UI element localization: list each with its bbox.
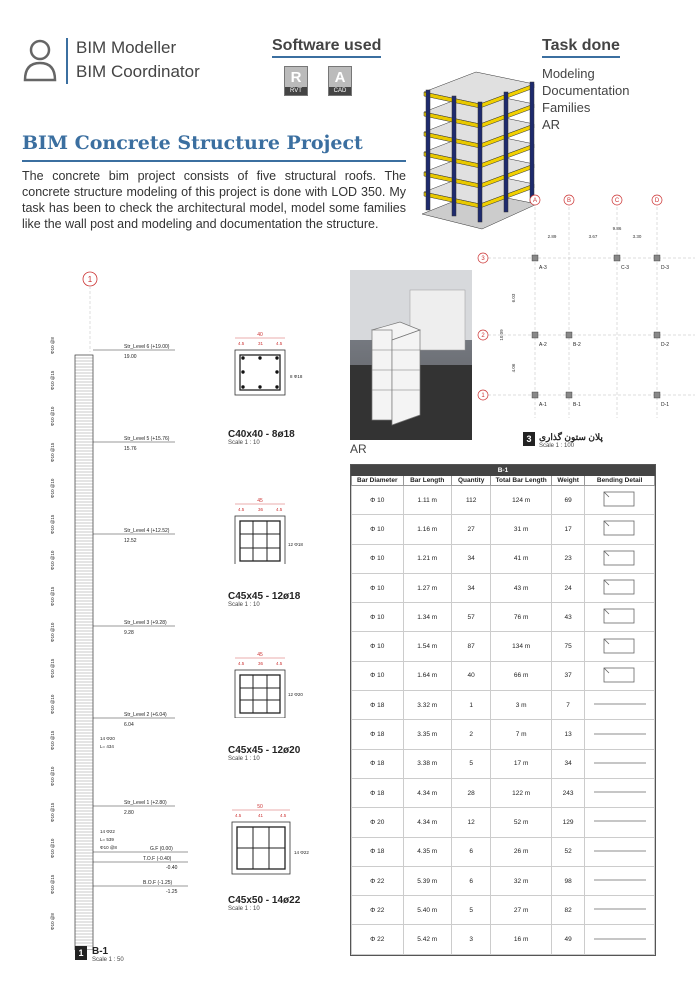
schedule-row: [352, 778, 655, 807]
role-list: [76, 36, 200, 84]
plan-col-dim: 2.89: [547, 234, 557, 239]
schedule-cell: Φ 10: [352, 486, 404, 515]
bending-detail-sketch: [585, 515, 655, 544]
level-name: Str_Level 4 (+12.52): [124, 528, 170, 534]
section-title: C45x45 - 12ø18: [228, 591, 301, 602]
schedule-cell: 6: [451, 866, 490, 895]
schedule-row: [352, 925, 655, 954]
schedule-cell: 112: [451, 486, 490, 515]
building-column: [452, 96, 456, 216]
schedule-cell: 3.38 m: [403, 749, 451, 778]
level-name: Str_Level 5 (+15.76): [124, 436, 170, 442]
schedule-cell: 16 m: [491, 925, 552, 954]
schedule-cell: 31 m: [491, 515, 552, 544]
level-name: Str_Level 2 (+6.04): [124, 712, 167, 718]
level-name: Str_Level 1 (+2.80): [124, 800, 167, 806]
plan-scale: Scale 1 : 100: [539, 443, 575, 449]
column-elevation: [40, 270, 200, 950]
schedule-cell: Φ 18: [352, 691, 404, 720]
stirrup-spacing-label: Φ10 @15: [50, 586, 55, 606]
elevation-note: Φ10 @8: [100, 845, 117, 850]
schedule-cell: 17: [551, 515, 584, 544]
elevation-grid-label: 1: [87, 275, 93, 284]
schedule-cell: 3: [451, 925, 490, 954]
schedule-row: [352, 661, 655, 690]
schedule-cell: Φ 10: [352, 603, 404, 632]
bending-detail-sketch: [585, 486, 655, 515]
schedule-row: [352, 866, 655, 895]
schedule-cell: Φ 18: [352, 720, 404, 749]
schedule-cell: 26 m: [491, 837, 552, 866]
schedule-row: [352, 837, 655, 866]
plan-grid-row: 2: [481, 333, 485, 339]
schedule-cell: 124 m: [491, 486, 552, 515]
elevation-title: B-1: [92, 946, 109, 957]
autocad-icon: A CAD: [328, 66, 352, 96]
schedule-cell: Φ 18: [352, 749, 404, 778]
plan-column-label: D-3: [661, 265, 670, 271]
schedule-cell: Φ 10: [352, 515, 404, 544]
plan-column-label: B-2: [573, 342, 581, 348]
schedule-cell: 34: [451, 544, 490, 573]
level-value: 19.00: [124, 354, 137, 360]
section-dim: 4.5: [276, 507, 283, 512]
bending-detail-sketch: [585, 603, 655, 632]
schedule-cell: 49: [551, 925, 584, 954]
role-divider: [66, 38, 68, 84]
level-name: Str_Level 3 (+9.28): [124, 620, 167, 626]
task-item: AR: [542, 117, 561, 132]
schedule-cell: 3.35 m: [403, 720, 451, 749]
task-item: Families: [542, 100, 591, 115]
bending-detail-sketch: [585, 544, 655, 573]
plan-total-dim: 9.86: [612, 226, 622, 231]
section-dim: 36: [258, 507, 264, 512]
plan-col-dim: 3.67: [588, 234, 598, 239]
bending-detail-sketch: [585, 691, 655, 720]
section-scale: Scale 1 : 10: [228, 906, 260, 912]
section-title: C45x45 - 12ø20: [228, 745, 301, 756]
schedule-cell: 76 m: [491, 603, 552, 632]
schedule-cell: 41 m: [491, 544, 552, 573]
building-column: [530, 82, 534, 202]
plan-column-label: C-3: [621, 265, 630, 271]
elevation-scale: Scale 1 : 50: [92, 957, 124, 963]
section-bar-label: 14 Φ22: [294, 850, 309, 855]
schedule-row: [352, 749, 655, 778]
elevation-note: 14 Φ20: [100, 736, 115, 741]
plan-row-dim: 6.03: [511, 293, 516, 303]
schedule-cell: 4.34 m: [403, 778, 451, 807]
building-column: [426, 90, 430, 210]
schedule-row: [352, 486, 655, 515]
revit-icon: R RVT: [284, 66, 308, 96]
schedule-cell: Φ 10: [352, 661, 404, 690]
stirrup-spacing-label: Φ10 @10: [50, 838, 55, 858]
role-bim-coordinator: BIM Coordinator: [76, 62, 200, 81]
section-c45x45-18: [210, 494, 320, 619]
schedule-header: Bending Detail: [585, 476, 655, 486]
plan-grid-col: D: [654, 198, 660, 204]
level-value: -0.40: [166, 865, 178, 871]
schedule-cell: 122 m: [491, 778, 552, 807]
schedule-cell: 69: [551, 486, 584, 515]
schedule-row: [352, 632, 655, 661]
rebar-schedule-table: [350, 464, 656, 956]
bending-detail-sketch: [585, 896, 655, 925]
schedule-cell: 17 m: [491, 749, 552, 778]
task-heading: Task done: [542, 37, 620, 58]
schedule-cell: 43 m: [491, 573, 552, 602]
plan-row-dim: 4.06: [511, 363, 516, 373]
level-value: 9.28: [124, 630, 134, 636]
section-c45x50: [210, 800, 320, 925]
elevation-number: 1: [75, 946, 87, 960]
stirrup-spacing-label: Φ10 @15: [50, 730, 55, 750]
schedule-header: Bar Diameter: [352, 476, 404, 486]
plan-column-label: D-1: [661, 402, 670, 408]
schedule-header: Bar Length: [403, 476, 451, 486]
task-item: Modeling: [542, 66, 595, 81]
section-title: C40x40 - 8ø18: [228, 429, 295, 440]
schedule-cell: 134 m: [491, 632, 552, 661]
stirrup-spacing-label: Φ10 @10: [50, 406, 55, 426]
schedule-row: [352, 603, 655, 632]
section-dim-total: 45: [257, 498, 263, 504]
title-underline: [22, 160, 406, 162]
schedule-cell: Φ 20: [352, 808, 404, 837]
schedule-cell: 57: [451, 603, 490, 632]
schedule-cell: 27: [451, 515, 490, 544]
bending-detail-sketch: [585, 720, 655, 749]
section-dim: 4.5: [276, 661, 283, 666]
schedule-cell: 4.34 m: [403, 808, 451, 837]
schedule-cell: 5: [451, 896, 490, 925]
section-bar-label: 12 Φ20: [288, 692, 303, 697]
section-scale: Scale 1 : 10: [228, 440, 260, 446]
schedule-cell: 40: [451, 661, 490, 690]
bending-detail-sketch: [585, 925, 655, 954]
stirrup-spacing-label: Φ10 @15: [50, 802, 55, 822]
schedule-header: Weight: [551, 476, 584, 486]
plan-grid-col: B: [566, 198, 572, 204]
stirrup-spacing-label: Φ10 @10: [50, 478, 55, 498]
project-description: The concrete bim project consists of five structural roofs. The concrete structure modeling of this project is done with LOD 350. My task has been to check the architectural model, model some families like the wall post and modeling and documentation the structure.: [22, 169, 406, 231]
bending-detail-sketch: [585, 837, 655, 866]
plan-column-label: A-3: [539, 265, 547, 271]
schedule-cell: 75: [551, 632, 584, 661]
schedule-row: [352, 544, 655, 573]
plan-column-label: A-1: [539, 402, 547, 408]
plan-column-label: B-1: [573, 402, 581, 408]
schedule-row: [352, 573, 655, 602]
section-c45x45-20: [210, 648, 320, 773]
section-dim-total: 45: [257, 652, 263, 658]
section-dim: 31: [258, 341, 264, 346]
stirrup-spacing-label: Φ10 @15: [50, 874, 55, 894]
schedule-row: [352, 515, 655, 544]
stirrup-spacing-label: Φ10 @15: [50, 514, 55, 534]
plan-column-label: A-2: [539, 342, 547, 348]
schedule-cell: 98: [551, 866, 584, 895]
section-dim: 4.5: [276, 341, 283, 346]
schedule-cell: 129: [551, 808, 584, 837]
elevation-note: L= 539: [100, 837, 114, 842]
level-value: 12.52: [124, 538, 137, 544]
schedule-cell: Φ 10: [352, 632, 404, 661]
schedule-cell: 243: [551, 778, 584, 807]
schedule-cell: 43: [551, 603, 584, 632]
schedule-cell: 1.27 m: [403, 573, 451, 602]
bending-detail-sketch: [585, 808, 655, 837]
schedule-cell: 24: [551, 573, 584, 602]
bending-detail-sketch: [585, 866, 655, 895]
schedule-cell: 6: [451, 837, 490, 866]
stirrup-spacing-label: Φ10 @10: [50, 766, 55, 786]
section-bar-label: 12 Φ18: [288, 542, 303, 547]
schedule-cell: Φ 22: [352, 925, 404, 954]
schedule-cell: 87: [451, 632, 490, 661]
bending-detail-sketch: [585, 632, 655, 661]
stirrup-spacing-label: Φ10 @15: [50, 370, 55, 390]
schedule-cell: 23: [551, 544, 584, 573]
schedule-header: Quantity: [451, 476, 490, 486]
section-dim: 41: [258, 813, 264, 818]
schedule-cell: 66 m: [491, 661, 552, 690]
stirrup-spacing-label: Φ10 @8: [50, 337, 55, 354]
elevation-note: 14 Φ22: [100, 829, 115, 834]
ar-label: AR: [350, 442, 367, 456]
schedule-cell: 13: [551, 720, 584, 749]
bending-detail-sketch: [585, 573, 655, 602]
schedule-cell: 1.16 m: [403, 515, 451, 544]
section-dim: 4.5: [238, 661, 245, 666]
section-scale: Scale 1 : 10: [228, 756, 260, 762]
plan-col-dim: 3.30: [632, 234, 642, 239]
level-value: 2.80: [124, 810, 134, 816]
stirrup-spacing-label: Φ10 @10: [50, 550, 55, 570]
schedule-cell: 3.32 m: [403, 691, 451, 720]
schedule-cell: 34: [451, 573, 490, 602]
ar-photo: [350, 270, 472, 440]
plan-row-dim: 10.09: [499, 329, 504, 341]
schedule-cell: 1: [451, 691, 490, 720]
schedule-title: B-1: [352, 466, 655, 476]
section-c40x40: [210, 328, 320, 453]
schedule-cell: 5.40 m: [403, 896, 451, 925]
stirrup-spacing-label: Φ10 @15: [50, 442, 55, 462]
stirrup-spacing-label: Φ10 @10: [50, 622, 55, 642]
stirrup-spacing-label: Φ10 @8: [50, 913, 55, 930]
level-name: Str_Level 6 (+19.00): [124, 344, 170, 350]
level-value: -1.25: [166, 889, 178, 895]
schedule-row: [352, 720, 655, 749]
plan-column-label: D-2: [661, 342, 670, 348]
schedule-cell: Φ 10: [352, 544, 404, 573]
schedule-cell: 1.21 m: [403, 544, 451, 573]
schedule-cell: Φ 22: [352, 896, 404, 925]
schedule-cell: 12: [451, 808, 490, 837]
schedule-cell: 82: [551, 896, 584, 925]
schedule-cell: 52: [551, 837, 584, 866]
level-name: T.O.F (-0.40): [143, 856, 172, 862]
schedule-cell: 7: [551, 691, 584, 720]
schedule-row: [352, 691, 655, 720]
plan-caption: [523, 432, 603, 449]
bending-detail-sketch: [585, 661, 655, 690]
schedule-cell: 1.64 m: [403, 661, 451, 690]
schedule-cell: 52 m: [491, 808, 552, 837]
stirrup-spacing-label: Φ10 @10: [50, 694, 55, 714]
schedule-cell: 3 m: [491, 691, 552, 720]
section-dim-total: 40: [257, 332, 263, 338]
schedule-cell: Φ 10: [352, 573, 404, 602]
schedule-cell: 34: [551, 749, 584, 778]
schedule-cell: 1.54 m: [403, 632, 451, 661]
schedule-cell: 37: [551, 661, 584, 690]
section-dim: 4.5: [280, 813, 287, 818]
schedule-cell: 1.34 m: [403, 603, 451, 632]
section-title: C45x50 - 14ø22: [228, 895, 301, 906]
schedule-cell: 5.39 m: [403, 866, 451, 895]
elevation-note: L= 434: [100, 744, 114, 749]
plan-grid-row: 1: [481, 393, 485, 399]
project-title: BIM Concrete Structure Project: [22, 132, 363, 154]
level-name: B.O.F (-1.25): [143, 880, 173, 886]
schedule-row: [352, 808, 655, 837]
section-dim: 4.5: [238, 507, 245, 512]
section-scale: Scale 1 : 10: [228, 602, 260, 608]
task-item: Documentation: [542, 83, 630, 98]
schedule-cell: 2: [451, 720, 490, 749]
plan-grid-col: C: [614, 198, 620, 204]
software-section: [272, 37, 381, 96]
column-plan: [475, 190, 697, 430]
schedule-cell: 27 m: [491, 896, 552, 925]
plan-title: پلان ستون گذاری: [539, 432, 603, 442]
user-icon: [22, 38, 58, 82]
stirrup-spacing-label: Φ10 @15: [50, 658, 55, 678]
schedule-cell: 32 m: [491, 866, 552, 895]
role-bim-modeller: BIM Modeller: [76, 38, 177, 57]
schedule-cell: Φ 22: [352, 866, 404, 895]
level-value: 6.04: [124, 722, 134, 728]
plan-number: 3: [523, 432, 535, 446]
bending-detail-sketch: [585, 749, 655, 778]
section-dim: 4.5: [235, 813, 242, 818]
section-dim: 36: [258, 661, 264, 666]
section-dim: 4.5: [238, 341, 245, 346]
plan-grid-col: A: [532, 198, 538, 204]
schedule-header: Total Bar Length: [491, 476, 552, 486]
software-heading: Software used: [272, 37, 381, 58]
level-value: 15.76: [124, 446, 137, 452]
elevation-caption: [75, 946, 124, 963]
plan-grid-row: 3: [481, 256, 485, 262]
section-bar-label: 8 Φ18: [290, 374, 303, 379]
schedule-cell: Φ 18: [352, 778, 404, 807]
schedule-cell: 5: [451, 749, 490, 778]
schedule-cell: 1.11 m: [403, 486, 451, 515]
schedule-cell: 4.35 m: [403, 837, 451, 866]
section-dim-total: 50: [257, 804, 263, 810]
schedule-cell: 28: [451, 778, 490, 807]
schedule-cell: 5.42 m: [403, 925, 451, 954]
bending-detail-sketch: [585, 778, 655, 807]
schedule-cell: 7 m: [491, 720, 552, 749]
schedule-row: [352, 896, 655, 925]
task-section: [542, 37, 629, 133]
level-name: G.F (0.00): [150, 846, 173, 852]
schedule-cell: Φ 18: [352, 837, 404, 866]
